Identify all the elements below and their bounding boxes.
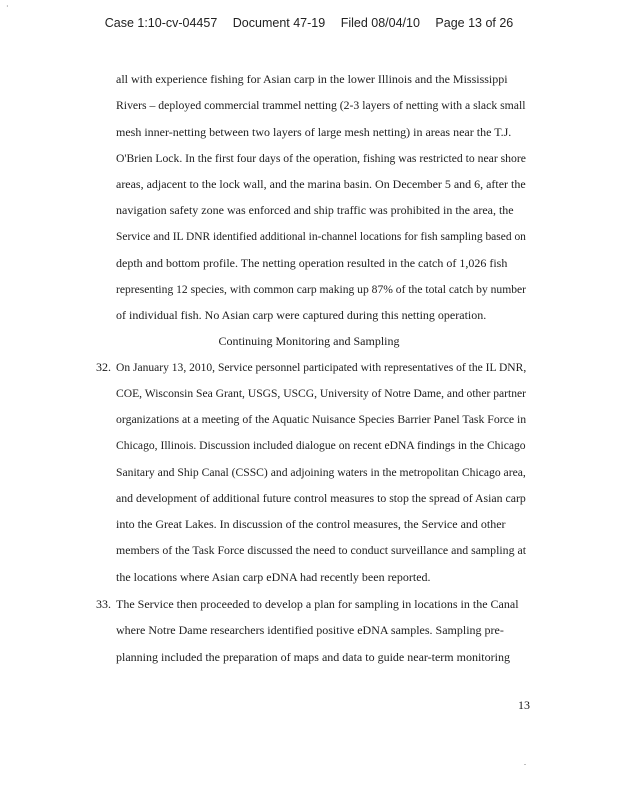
document-number: Document 47-19 bbox=[232, 16, 326, 30]
text-line: The Service then proceeded to develop a plan for sampling in locations in the Canal bbox=[116, 597, 519, 611]
scan-mark-top: · bbox=[6, 2, 9, 11]
text-line: of individual fish. No Asian carp were captured during this netting operation. bbox=[116, 308, 487, 322]
case-number: Case 1:10-cv-04457 bbox=[104, 16, 218, 30]
page-indicator: Page 13 of 26 bbox=[435, 16, 514, 30]
text-line: members of the Task Force discussed the need to conduct surveillance and sampling at bbox=[116, 543, 527, 557]
text-line: Chicago, Illinois. Discussion included dialogue on recent eDNA findings in the Chicago bbox=[116, 438, 526, 452]
page-number: 13 bbox=[518, 698, 530, 712]
text-line: into the Great Lakes. In discussion of the control measures, the Service and other bbox=[116, 517, 506, 531]
text-line: COE, Wisconsin Sea Grant, USGS, USCG, University of Notre Dame, and other partner bbox=[116, 386, 527, 400]
text-line: navigation safety zone was enforced and ship traffic was prohibited in the area, the bbox=[116, 203, 514, 217]
text-line: organizations at a meeting of the Aquatic Nuisance Species Barrier Panel Task Force in bbox=[116, 412, 527, 426]
text-line: Rivers – deployed commercial trammel netting (2-3 layers of netting with a slack small bbox=[116, 98, 526, 112]
paragraph-number: 33. bbox=[96, 597, 111, 611]
filed-date: Filed 08/04/10 bbox=[340, 16, 420, 30]
text-line: O'Brien Lock. In the first four days of the operation, fishing was restricted to near shore bbox=[116, 151, 526, 165]
text-line: areas, adjacent to the lock wall, and the marina basin. On December 5 and 6, after the bbox=[116, 177, 526, 191]
section-heading: Continuing Monitoring and Sampling bbox=[218, 334, 400, 348]
text-line: planning included the preparation of maps and data to guide near-term monitoring bbox=[116, 650, 510, 664]
text-line: the locations where Asian carp eDNA had recently been reported. bbox=[116, 570, 431, 584]
text-line: depth and bottom profile. The netting operation resulted in the catch of 1,026 fish bbox=[116, 256, 508, 270]
text-line: all with experience fishing for Asian carp in the lower Illinois and the Mississippi bbox=[116, 72, 508, 86]
text-line: On January 13, 2010, Service personnel participated with representatives of the IL DNR, bbox=[116, 360, 527, 374]
text-line: representing 12 species, with common carp making up 87% of the total catch by number bbox=[116, 282, 527, 296]
scan-mark-bottom: . bbox=[524, 758, 526, 767]
text-line: where Notre Dame researchers identified positive eDNA samples. Sampling pre- bbox=[116, 623, 504, 637]
court-filing-header bbox=[0, 16, 618, 30]
text-line: Service and IL DNR identified additional in-channel locations for fish sampling based on bbox=[116, 229, 526, 243]
text-line: and development of additional future control measures to stop the spread of Asian carp bbox=[116, 491, 526, 505]
paragraph-number: 32. bbox=[96, 360, 111, 374]
text-line: mesh inner-netting between two layers of large mesh netting) in areas near the T.J. bbox=[116, 125, 512, 139]
text-line: Sanitary and Ship Canal (CSSC) and adjoining waters in the metropolitan Chicago area, bbox=[116, 465, 526, 479]
